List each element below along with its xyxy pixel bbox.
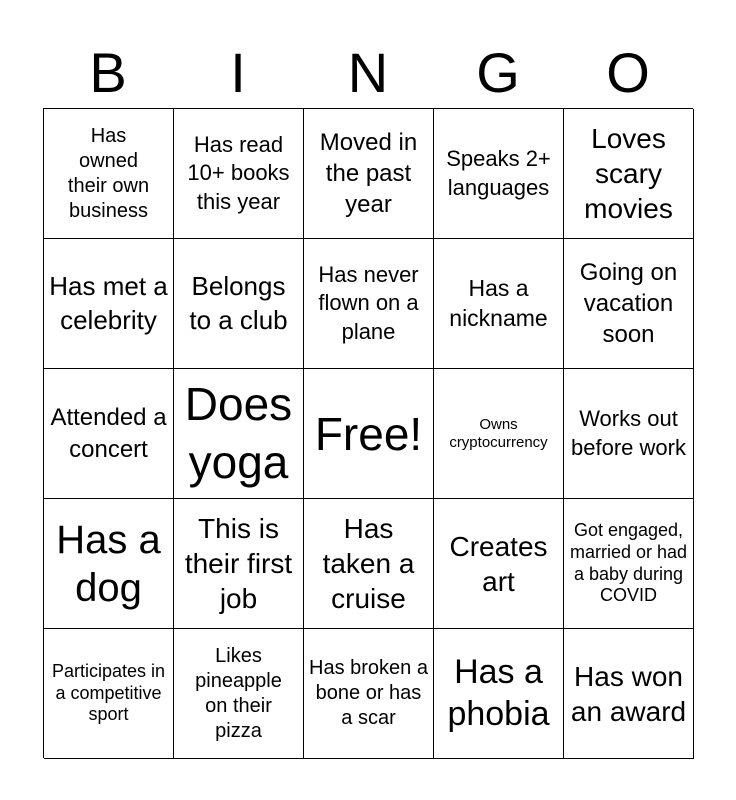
bingo-header [43, 38, 693, 108]
bingo-cell[interactable]: This is their first job [174, 499, 304, 629]
bingo-cell[interactable]: Has a phobia [434, 629, 564, 759]
bingo-cell[interactable]: Owns cryptocurrency [434, 369, 564, 499]
bingo-cell[interactable]: Has a nickname [434, 239, 564, 369]
header-letter-g: G [476, 41, 520, 104]
bingo-cell[interactable]: Has owned their own business [44, 109, 174, 239]
bingo-cell[interactable]: Got engaged, married or had a baby during COVID [564, 499, 694, 629]
bingo-cell[interactable]: Has a dog [44, 499, 174, 629]
header-letter-n: N [347, 41, 389, 104]
bingo-grid [43, 108, 693, 758]
bingo-cell[interactable]: Has read 10+ books this year [174, 109, 304, 239]
bingo-cell[interactable]: Has met a celebrity [44, 239, 174, 369]
bingo-cell[interactable]: Works out before work [564, 369, 694, 499]
bingo-cell[interactable]: Speaks 2+ languages [434, 109, 564, 239]
bingo-cell[interactable]: Moved in the past year [304, 109, 434, 239]
bingo-cell[interactable]: Attended a concert [44, 369, 174, 499]
bingo-cell[interactable]: Likes pineapple on their pizza [174, 629, 304, 759]
header-letter-o: O [606, 41, 650, 104]
header-letter-i: I [230, 41, 246, 104]
bingo-cell[interactable]: Participates in a competitive sport [44, 629, 174, 759]
bingo-cell[interactable]: Going on vacation soon [564, 239, 694, 369]
header-letter-b: B [89, 41, 127, 104]
bingo-cell[interactable]: Has won an award [564, 629, 694, 759]
bingo-cell[interactable]: Has taken a cruise [304, 499, 434, 629]
bingo-cell[interactable]: Loves scary movies [564, 109, 694, 239]
bingo-cell[interactable]: Belongs to a club [174, 239, 304, 369]
bingo-cell[interactable]: Creates art [434, 499, 564, 629]
bingo-cell[interactable]: Has broken a bone or has a scar [304, 629, 434, 759]
bingo-cell[interactable]: Has never flown on a plane [304, 239, 434, 369]
free-space[interactable]: Free! [304, 369, 434, 499]
bingo-cell[interactable]: Does yoga [174, 369, 304, 499]
